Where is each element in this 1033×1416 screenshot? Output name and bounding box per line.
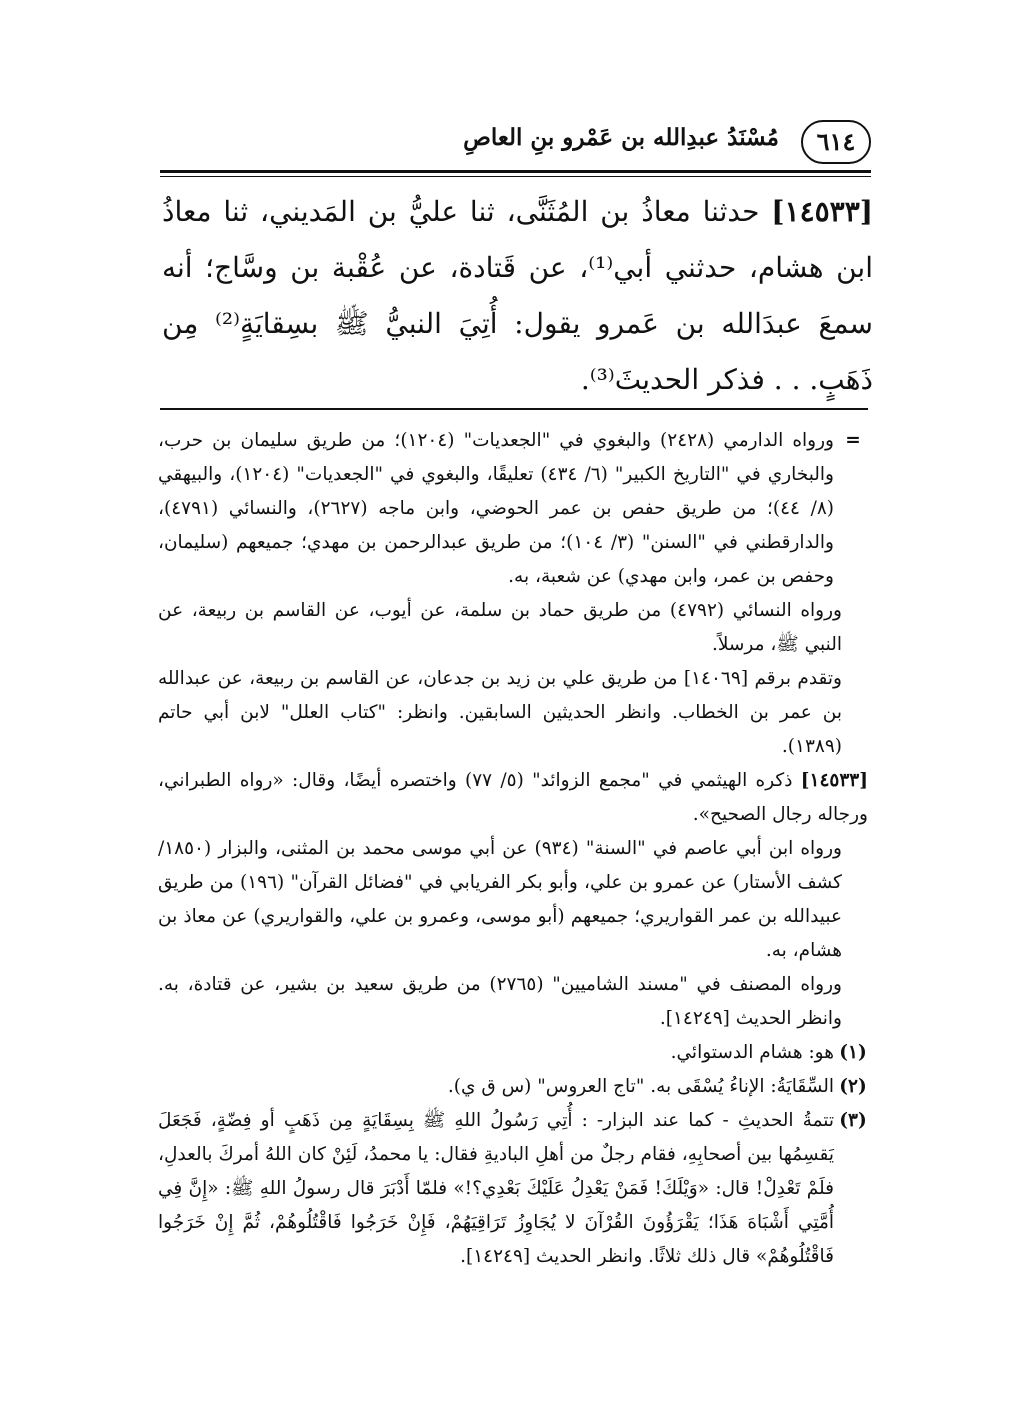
hadith-paragraph [162,184,873,408]
footnote-paragraph: ورواه المصنف في "مسند الشاميين" (٢٧٦٥) من طريق سعيد بن بشير، عن قتادة، به. وانظر الحديث [١٤٢٤٩]. [158,974,842,1029]
main-text [162,184,873,408]
hadith-text: حدثنا معاذُ بن المُثَنَّى، ثنا عليُّ بن المَديني، ثنا معاذُ ابن هشام، حدثني أبي⁽¹⁾، عن قَتادة، عن عُقْبة بن وسَّاج؛ أنه سمعَ عبدَالله بن عَمرو يقول: أُتِيَ النبيُّ ﷺ بسِقايَةٍ⁽²⁾ مِن ذَهَبٍ. . . فذكر الحديثَ⁽³⁾. [162,195,874,396]
footnote-paragraph: وتقدم برقم [١٤٠٦٩] من طريق علي بن زيد بن جدعان، عن القاسم بن ربيعة، عن عبدالله بن عمر بن الخطاب. وانظر الحديثين السابقين. وانظر: "كتاب العلل" لابن أبي حاتم (١٣٨٩). [158,668,842,757]
footnote-paragraph: ورواه الدارمي (٢٤٢٨) والبغوي في "الجعديات" (١٢٠٤)؛ من طريق سليمان بن حرب، والبخاري في "التاريخ الكبير" (٦/ ٤٣٤) تعليقًا، والبغوي في "الجعديات" (١٢٠٤)، والبيهقي (٨/ ٤٤)؛ من طريق حفص بن عمر الحوضي، وابن ماجه (٢٦٢٧)، والنسائي (٤٧٩١)، والدارقطني في "السنن" (٣/ ١٠٤)؛ من طريق عبدالرحمن بن مهدي؛ جميعهم (سليمان، وحفص بن عمر، وابن مهدي) عن شعبة، به. [158,430,834,587]
footnotes [158,424,868,1274]
page-header [160,118,871,166]
running-title: مُسْنَدُ عبدِالله بن عَمْرو بنِ العاصِ [463,124,779,151]
continuation-mark: = [845,430,861,451]
footnote-paragraph: ورواه النسائي (٤٧٩٢) من طريق حماد بن سلمة، عن أيوب، عن القاسم بن ربيعة، عن النبي ﷺ، مرسلاً. [158,600,842,655]
footnote-continuation [158,424,868,594]
page-number: ٦١٤ [801,120,871,164]
footnote-1-marker: (١) [839,1042,867,1063]
footnote-3 [158,1104,868,1274]
footnote-3-text: تتمةُ الحديثِ - كما عند البزار- : أُتِي رَسُولُ اللهِ ﷺ بِسِقَايَةٍ مِن ذَهَبٍ أو فِضّةٍ، فَجَعَلَ يَقسِمُها بين أصحابِهِ، فقام رجلٌ من أهلِ الباديةِ فقال: يا محمدُ، لَئِنْ كان اللهُ أمركَ بالعدلِ، فلَمْ تَعْدِلْ! قال: «وَيْلَكَ! فَمَنْ يَعْدِلُ عَلَيْكَ بَعْدِي؟!» فلمّا أَدْبَرَ قال رسولُ اللهِ ﷺ: «إِنَّ فِي أُمَّتِي أَشْبَاهَ هَذَا؛ يَقْرَؤُونَ القُرْآنَ لا يُجَاوِزُ تَرَاقِيَهُمْ، فَإِنْ خَرَجُوا فَاقْتُلُوهُمْ، ثُمَّ إِنْ خَرَجُوا فَاقْتُلُوهُمْ» قال ذلك ثلاثًا. وانظر الحديث [١٤٢٤٩]. [158,1110,834,1267]
note-text: ذكره الهيثمي في "مجمع الزوائد" (٥/ ٧٧) واختصره أيضًا، وقال: «رواه الطبراني، ورجاله رجال الصحيح». [158,770,868,825]
header-rule-thick [160,170,871,173]
hadith-number: [١٤٥٣٣] [771,195,873,228]
footnote-3-marker: (٣) [839,1110,867,1131]
footnote-1-text: هو: هشام الدستوائي. [670,1042,834,1063]
footnote-2-text: السِّقَايَةُ: الإناءُ يُسْقَى به. "تاج العروس" (س ق ي). [447,1076,834,1097]
footnote-paragraph: ورواه ابن أبي عاصم في "السنة" (٩٣٤) عن أبي موسى محمد بن المثنى، والبزار (١٨٥٠/كشف الأستار) عن عمرو بن علي، وأبو بكر الفريابي في "فضائل القرآن" (١٩٦) من طريق عبيدالله بن عمر القواريري؛ جميعهم (أبو موسى، وعمرو بن علي، والقواريري) عن معاذ بن هشام، به. [158,838,842,961]
footnote-separator [160,408,868,410]
footnote-1 [158,1036,868,1070]
note-hadith-number: [١٤٥٣٣] [800,770,868,791]
footnote-hadith-note [158,764,868,832]
footnote-2-marker: (٢) [839,1076,867,1097]
header-rule-thin [160,176,871,177]
footnote-2 [158,1070,868,1104]
